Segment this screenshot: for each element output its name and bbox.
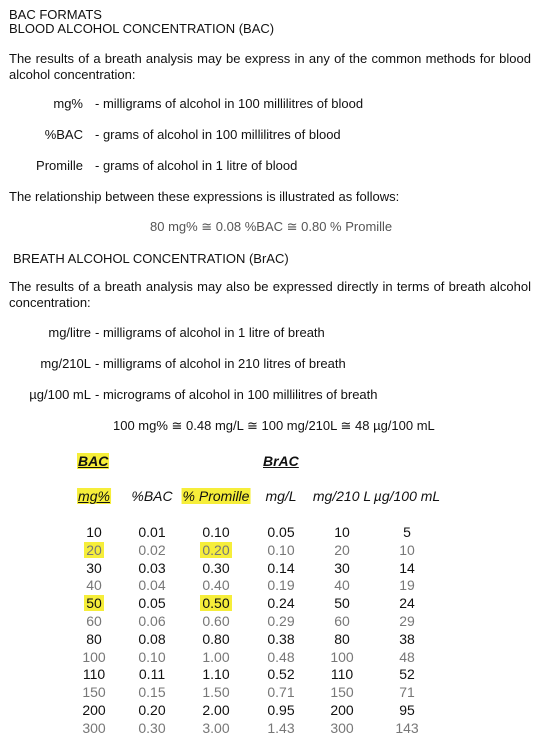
unit-abbr: %BAC	[44, 127, 83, 142]
table-cell: 100	[330, 648, 354, 665]
table-cell: 0.04	[138, 577, 166, 594]
table-cell: 0.38	[267, 630, 295, 647]
table-cell: 2.00	[202, 702, 230, 718]
table-cell: 0.02	[138, 541, 166, 558]
brac-equation: 100 mg% ≅ 0.48 mg/L ≅ 100 mg/210L ≅ 48 µg/100 mL	[113, 418, 435, 433]
bac-equation: 80 mg% ≅ 0.08 %BAC ≅ 0.80 % Promille	[150, 219, 393, 234]
table-cell: 300	[82, 719, 106, 736]
table-cell: 0.10	[138, 648, 166, 665]
table-cell: 52	[399, 666, 415, 683]
header-mg-percent: mg%	[78, 488, 110, 504]
table-cell: 200	[82, 702, 106, 718]
table-cell: 1.43	[267, 719, 295, 736]
table-cell	[186, 595, 246, 611]
table-cell: 30	[86, 559, 102, 576]
unit-desc: - milligrams of alcohol in 1 litre of breath	[95, 325, 325, 340]
table-cell: 80	[334, 630, 350, 647]
table-cell: 200	[330, 702, 354, 718]
unit-desc: - grams of alcohol in 100 millilitres of blood	[95, 127, 341, 142]
table-cell: 0.10	[267, 541, 295, 558]
table-cell: 80	[86, 630, 102, 647]
table-cell: 14	[399, 559, 415, 576]
table-cell: 19	[399, 577, 415, 594]
table-cell	[186, 542, 246, 558]
table-cell: 150	[82, 684, 106, 701]
table-cell: 0.05	[138, 595, 166, 612]
table-cell: 40	[334, 577, 350, 594]
intro-brac-paragraph: The results of a breath analysis may also be expressed directly in terms of breath alcohol concentration:	[9, 279, 531, 310]
table-cell: 71	[399, 684, 415, 701]
table-cell: 0.71	[267, 684, 295, 701]
table-cell: 0.40	[202, 577, 230, 594]
highlighted-value: 50	[86, 595, 102, 612]
table-cell: 95	[399, 702, 415, 718]
heading-breath-alcohol: BREATH ALCOHOL CONCENTRATION (BrAC)	[13, 251, 289, 266]
table-cell	[64, 595, 124, 611]
table-cell: 0.24	[267, 595, 295, 612]
unit-abbr: Promille	[36, 158, 83, 173]
table-cell: 38	[399, 630, 415, 647]
table-cell: 0.05	[267, 524, 295, 540]
table-cell	[64, 542, 124, 558]
table-cell: 40	[86, 577, 102, 594]
table-group-bac: BAC	[78, 453, 109, 469]
highlighted-value: 0.50	[202, 595, 230, 612]
table-cell: 1.00	[202, 648, 230, 665]
unit-desc: - micrograms of alcohol in 100 millilitres of breath	[95, 387, 378, 402]
relationship-text: The relationship between these expressions is illustrated as follows:	[9, 189, 400, 204]
intro-bac-paragraph: The results of a breath analysis may be express in any of the common methods for blood alcohol concentration:	[9, 51, 531, 82]
table-cell: 0.30	[138, 719, 166, 736]
table-cell: 3.00	[202, 719, 230, 736]
table-cell: 0.06	[138, 613, 166, 629]
unit-desc: - grams of alcohol in 1 litre of blood	[95, 158, 298, 173]
table-cell: 1.50	[202, 684, 230, 701]
table-cell: 5	[403, 524, 411, 540]
table-cell: 60	[334, 613, 350, 629]
table-cell: 0.30	[202, 559, 230, 576]
unit-abbr: mg/210L	[40, 356, 91, 371]
unit-abbr: mg/litre	[48, 325, 91, 340]
highlighted-value: 0.20	[202, 541, 230, 558]
table-cell: 0.60	[202, 613, 230, 629]
header-mg-l: mg/L	[265, 488, 297, 504]
table-cell: 24	[399, 595, 415, 612]
table-cell: 0.29	[267, 613, 295, 629]
table-cell: 29	[399, 613, 415, 629]
table-cell: 10	[86, 524, 102, 540]
table-cell: 0.52	[267, 666, 295, 683]
table-group-brac: BrAC	[263, 453, 299, 469]
table-cell: 110	[330, 666, 354, 683]
table-cell: 300	[330, 719, 354, 736]
table-cell: 0.14	[267, 559, 295, 576]
table-cell: 143	[395, 719, 419, 736]
table-cell: 0.11	[138, 666, 166, 683]
table-cell: 0.03	[138, 559, 166, 576]
table-cell: 60	[86, 613, 102, 629]
header-percent-bac: %BAC	[131, 488, 173, 504]
heading-bac-formats: BAC FORMATS	[9, 7, 102, 22]
table-cell: 48	[399, 648, 415, 665]
table-cell: 0.15	[138, 684, 166, 701]
table-cell: 0.08	[138, 630, 166, 647]
unit-abbr: mg%	[53, 96, 83, 111]
table-cell: 0.01	[138, 524, 166, 540]
table-cell: 150	[330, 684, 354, 701]
table-cell: 0.80	[202, 630, 230, 647]
table-cell: 30	[334, 559, 350, 576]
unit-desc: - milligrams of alcohol in 210 litres of breath	[95, 356, 346, 371]
table-cell: 50	[334, 595, 350, 612]
table-cell: 110	[82, 666, 106, 683]
header-promille: % Promille	[182, 488, 250, 504]
table-cell: 0.19	[267, 577, 295, 594]
header-ug-100ml: µg/100 mL	[373, 488, 441, 504]
table-cell: 100	[82, 648, 106, 665]
highlighted-value: 20	[86, 541, 102, 558]
unit-abbr: µg/100 mL	[29, 387, 91, 402]
table-cell: 0.20	[138, 702, 166, 718]
table-cell: 10	[399, 541, 415, 558]
table-cell: 0.95	[267, 702, 295, 718]
table-cell: 0.10	[202, 524, 230, 540]
table-cell: 20	[334, 541, 350, 558]
heading-blood-alcohol: BLOOD ALCOHOL CONCENTRATION (BAC)	[9, 21, 275, 36]
header-mg-210l: mg/210 L	[312, 488, 372, 504]
unit-desc: - milligrams of alcohol in 100 millilitres of blood	[95, 96, 364, 111]
table-cell: 10	[334, 524, 350, 540]
table-cell: 1.10	[202, 666, 230, 683]
table-cell: 0.48	[267, 648, 295, 665]
